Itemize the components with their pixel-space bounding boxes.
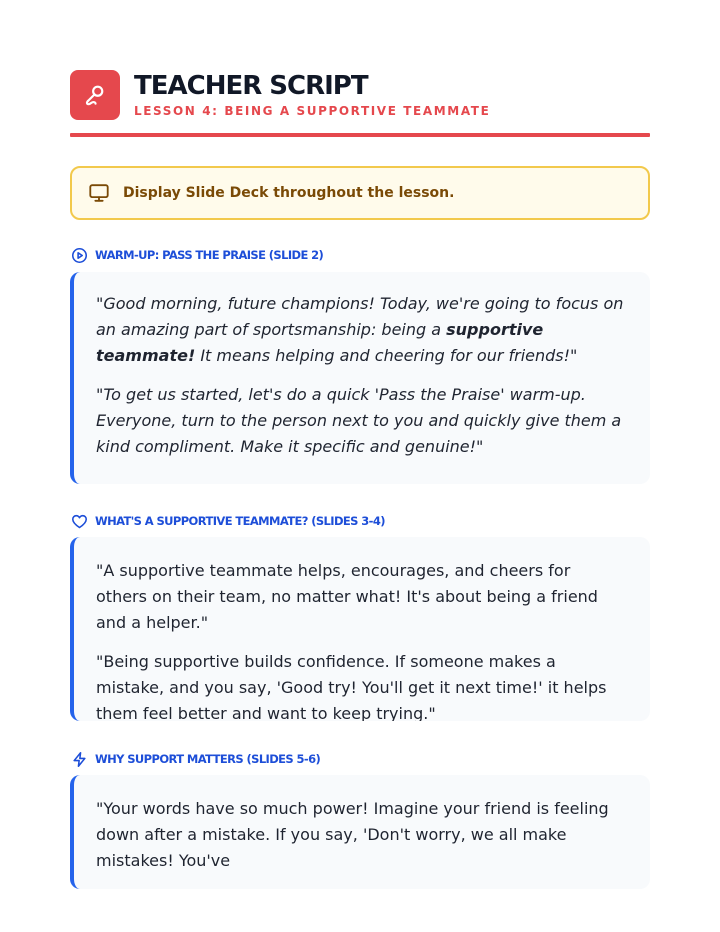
script-card-warm-up xyxy=(70,272,650,484)
notice-text: Display Slide Deck throughout the lesson. xyxy=(123,185,455,201)
script-paragraph: "A supportive teammate helps, encourages, and cheers for others on their team, no matter what! It's about being a friend and a helper." xyxy=(96,561,598,632)
script-paragraph: "To get us started, let's do a quick 'Pass the Praise' warm-up. Everyone, turn to the person next to you and quickly give them a kind compliment. Make it specific and genuine!" xyxy=(96,385,622,456)
section-title: WARM-UP: PASS THE PRAISE (SLIDE 2) xyxy=(95,248,324,262)
script-paragraph: "Being supportive builds confidence. If someone makes a mistake, and you say, 'Good try! You'll get it next time!' it helps them feel better and want to keep trying." xyxy=(96,652,607,721)
header-divider xyxy=(70,133,650,137)
microphone-icon xyxy=(70,70,120,120)
section-title: WHY SUPPORT MATTERS (SLIDES 5-6) xyxy=(95,752,321,766)
section-heading-why-support-matters xyxy=(70,750,320,768)
script-paragraph: "Good morning, future champions! Today, we're going to focus on an amazing part of sportsmanship: being a supportive teammate! It means helping and cheering for our friends!" xyxy=(96,294,624,365)
lesson-subtitle: LESSON 4: BEING A SUPPORTIVE TEAMMATE xyxy=(134,104,491,118)
heart-icon xyxy=(70,512,88,530)
script-card-why-support-matters xyxy=(70,775,650,889)
script-card-supportive-teammate xyxy=(70,537,650,721)
section-heading-warm-up xyxy=(70,246,323,264)
play-circle-icon xyxy=(70,246,88,264)
page-header xyxy=(70,70,650,120)
section-heading-supportive-teammate xyxy=(70,512,385,530)
script-paragraph: "Your words have so much power! Imagine your friend is feeling down after a mistake. If you say, 'Don't worry, we all make mistakes! You've xyxy=(96,799,609,870)
lightning-icon xyxy=(70,750,88,768)
slide-deck-notice xyxy=(70,166,650,220)
section-title: WHAT'S A SUPPORTIVE TEAMMATE? (SLIDES 3-4) xyxy=(95,514,385,528)
monitor-icon xyxy=(88,182,110,204)
emphasis-text: supportive teammate! xyxy=(96,320,544,365)
page-title: TEACHER SCRIPT xyxy=(134,71,368,101)
